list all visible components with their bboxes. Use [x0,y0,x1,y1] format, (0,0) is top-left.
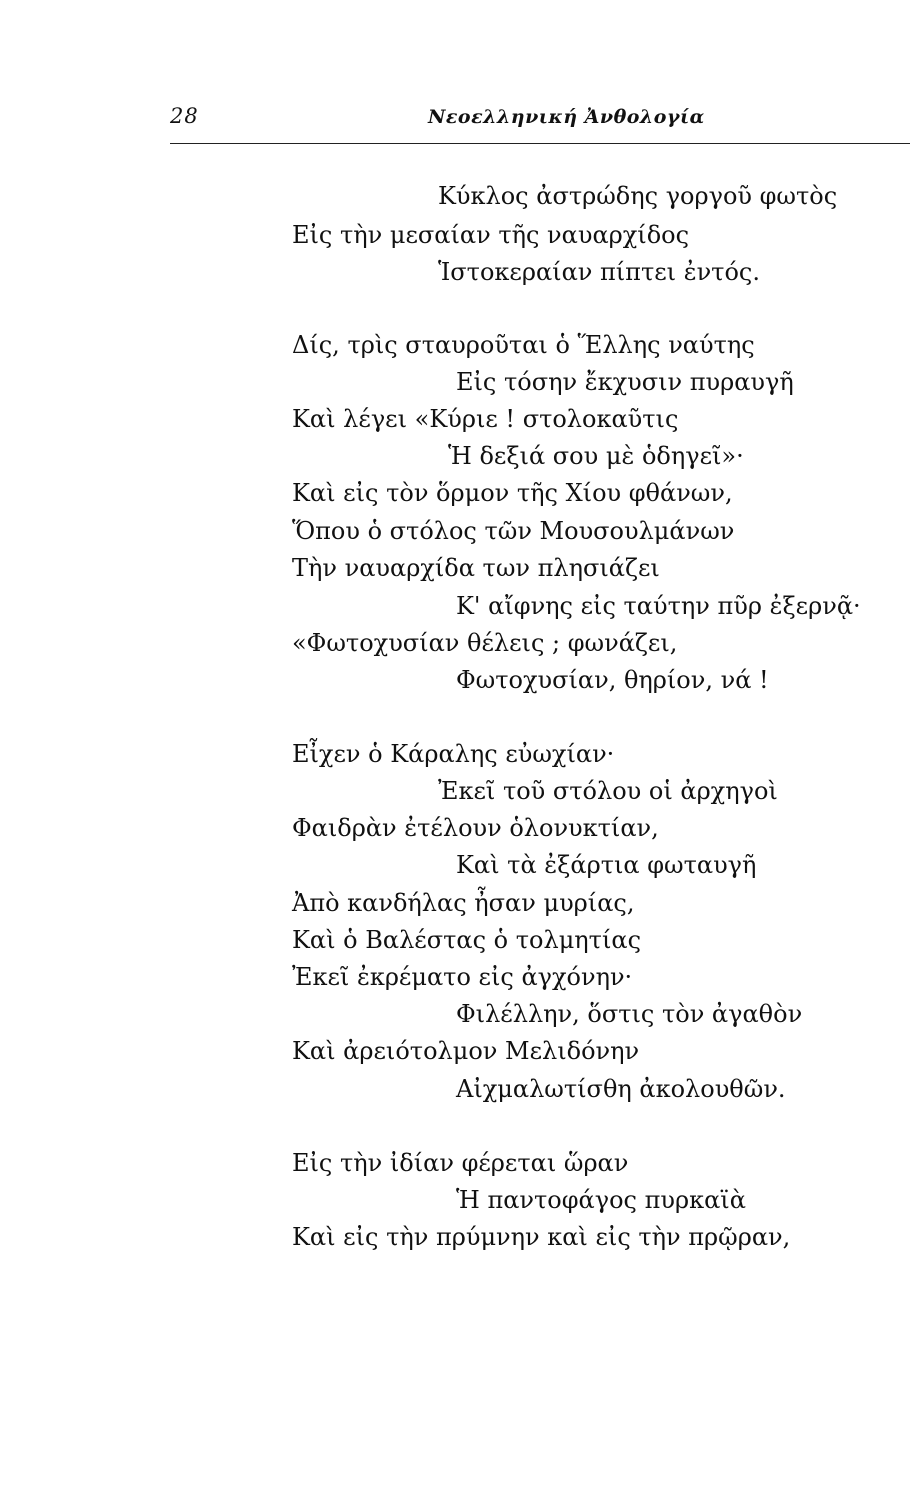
poem-line: Εἰς τὴν μεσαίαν τῆς ναυαρχίδος [292,221,690,249]
poem-line: Καὶ τὰ ἐξάρτια φωταυγῆ [456,851,757,879]
poem-line: Καὶ ἀρειότολμον Μελιδόνην [292,1037,640,1065]
poem-line: Ὅπου ὁ στόλος τῶν Μουσουλμάνων [292,517,735,545]
poem-line: Ἡ δεξιά σου μὲ ὁδηγεῖ»· [448,442,744,470]
poem-line: Φαιδρὰν ἐτέλουν ὁλονυκτίαν, [292,814,659,842]
poem-line: Ἱστοκεραίαν πίπτει ἐντός. [438,258,760,286]
poem-line: Αἰχμαλωτίσθη ἀκολουθῶν. [456,1075,786,1103]
poem-line: Καὶ εἰς τὴν πρύμνην καὶ εἰς τὴν πρῷραν, [292,1223,791,1251]
page-number: 28 [170,104,199,128]
poem-line: Εἰς τόσην ἔκχυσιν πυραυγῆ [456,368,794,396]
poem-line: Εἶχεν ὁ Κάραλης εὐωχίαν· [292,740,615,768]
running-title: Νεοελληνική Ἀνθολογία [428,106,705,128]
poem-line: Φιλέλλην, ὅστις τὸν ἀγαθὸν [456,1000,803,1028]
poem-line: Φωτοχυσίαν, θηρίον, νά ! [456,666,769,694]
poem-line: Ἀπὸ κανδήλας ἦσαν μυρίας, [292,889,635,917]
poem-line: Τὴν ναυαρχίδα των πλησιάζει [292,554,660,582]
poem-line: Καὶ ὁ Βαλέστας ὁ τολμητίας [292,926,642,954]
poem-line: Ἐκεῖ τοῦ στόλου οἱ ἀρχηγοὶ [438,777,778,805]
poem-line: Κύκλος ἀστρώδης γοργοῦ φωτὸς [438,182,838,210]
poem-line: Καὶ λέγει «Κύριε ! στολοκαῦτις [292,405,679,433]
poem-line: Ἡ παντοφάγος πυρκαϊὰ [456,1186,746,1214]
poem-line: Ἐκεῖ ἐκρέματο εἰς ἀγχόνην· [292,963,633,991]
poem-line: Κ' αἴφνης εἰς ταύτην πῦρ ἐξερνᾷ· [456,592,861,620]
poem-line: «Φωτοχυσίαν θέλεις ; φωνάζει, [292,629,678,657]
poem-line: Δίς, τρὶς σταυροῦται ὁ Ἕλλης ναύτης [292,331,755,359]
poem-line: Εἰς τὴν ἰδίαν φέρεται ὥραν [292,1149,629,1177]
poem-line: Καὶ εἰς τὸν ὅρμον τῆς Χίου φθάνων, [292,479,733,507]
